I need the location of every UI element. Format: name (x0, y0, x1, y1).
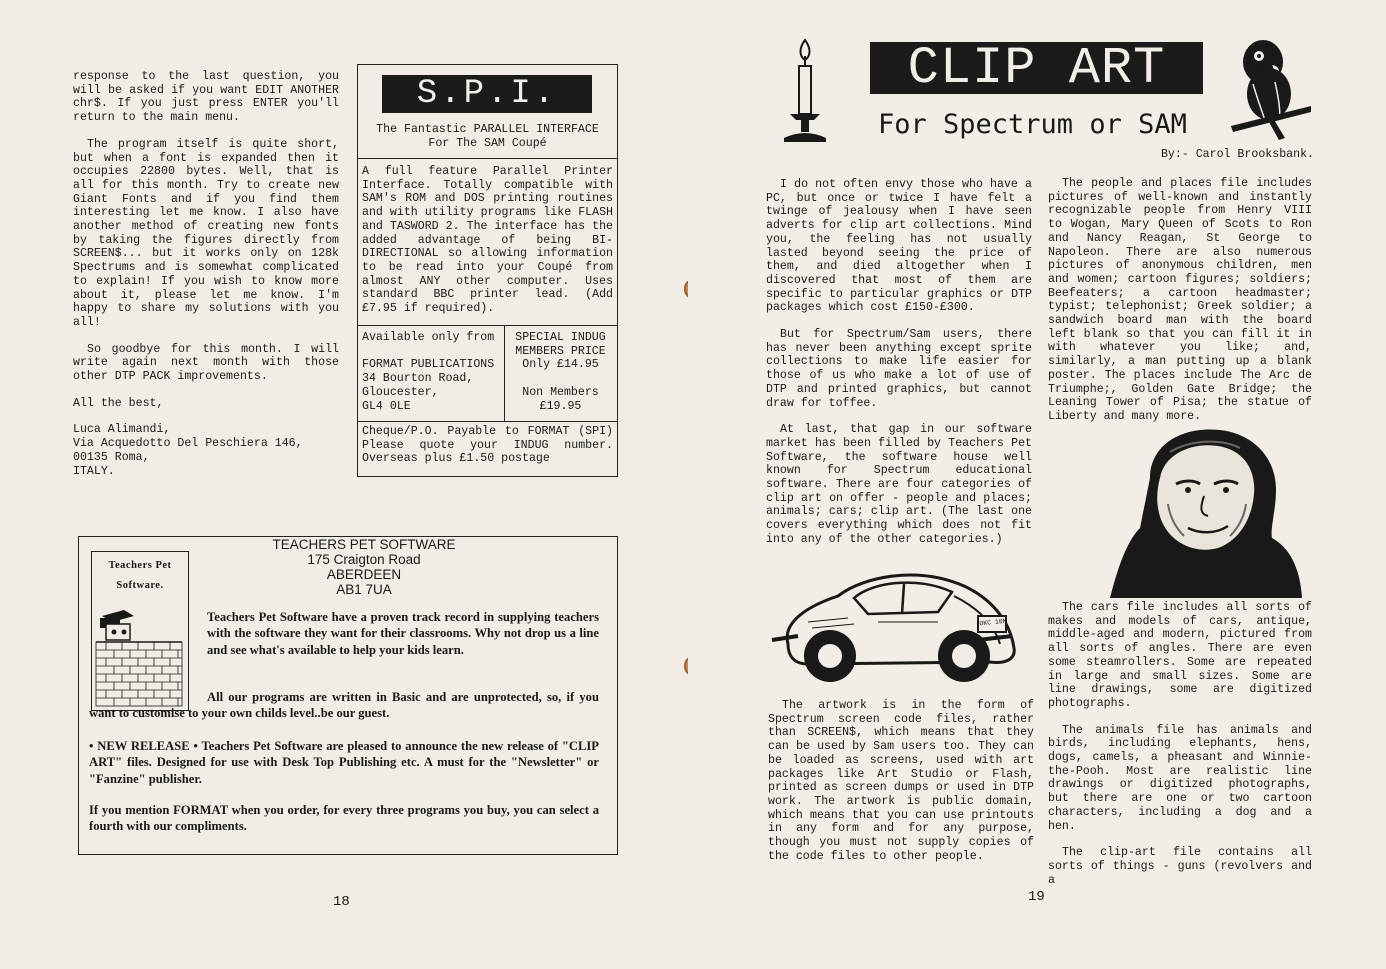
text-line: GL4 0LE (362, 399, 411, 413)
spi-prices (508, 331, 613, 413)
spi-payment: Cheque/P.O. Payable to FORMAT (SPI) Please quote your INDUG number. Overseas plus £1.50 postage (362, 425, 613, 466)
text-line: Gloucester, (362, 385, 439, 399)
divider (358, 158, 617, 159)
page-number: 19 (1028, 889, 1045, 905)
signature-line: ITALY. (73, 464, 115, 478)
signature (73, 423, 339, 478)
logo-line: Software. (116, 580, 164, 591)
divider (504, 325, 505, 421)
paragraph: response to the last question, you will be asked if you want EDIT ANOTHER chr$. If you just press ENTER you'll return to the main menu. (73, 70, 339, 125)
candle-illustration (780, 38, 830, 144)
logo-line: Teachers Pet (108, 560, 172, 571)
teachers-pet-logo (91, 551, 189, 711)
parrot-illustration (1223, 34, 1315, 144)
address-line: AB1 7UA (336, 582, 392, 597)
paragraph: The animals file has animals and birds, including elephants, hens, dogs, camels, a pheasant and Winnie-the-Pooh. Most are realistic line drawings or digitized photographs, but there are one or two cartoon characters, including a dog and a hen. (1048, 723, 1312, 833)
text-line: 34 Bourton Road, (362, 372, 474, 386)
text-line: SPECIAL INDUG (515, 331, 606, 344)
paragraph: At last, that gap in our software market has been filled by Teachers Pet Software, the software house well known for Spectrum educational software. There are four categories of clip art on offer - people and places; animals; cars; clip art. (The last one covers everything which does not fit into any of the other categories.) (766, 423, 1032, 546)
subtitle-line: For The SAM Coupé (428, 136, 547, 150)
divider (358, 421, 617, 422)
article-column-1 (766, 178, 1032, 560)
text-line: FORMAT PUBLICATIONS (362, 358, 495, 372)
paragraph: The program itself is quite short, but when a font is expanded then it occupies 22800 bytes. Well, that is all for this month. Try to create new Giant Fonts and if you find them interesting let me know. I also have another method of creating new fonts by taking the figures directly from SCREEN$... but it works only on 128k Spectrums and is somewhat complicated to explain! If you wish to know more about it, please let me know. I'm happy to share my solutions with you all! (73, 137, 339, 329)
company-name: TEACHERS PET SOFTWARE (272, 537, 456, 552)
article-column-2 (1048, 177, 1312, 437)
teachers-para-4: If you mention FORMAT when you order, for every three programs you buy, you can select a fourth with our compliments. (89, 803, 599, 834)
spi-subtitle (358, 123, 617, 150)
text-line: £19.95 (539, 399, 582, 413)
divider (358, 325, 617, 326)
paragraph: I do not often envy those who have a PC, but once or twice I have felt a twinge of jealousy when I have seen adverts for clip art collections. Mind you, the feeling has not usually lasted beyond seeing the price of them, and died altogether when I discovered that most of them are specific to particular graphics or DTP packages which cost £150-£300. (766, 178, 1032, 315)
paragraph: All the best, (73, 396, 164, 410)
spi-availability (362, 331, 502, 413)
teachers-para-1: Teachers Pet Software have a proven track record in supplying teachers with the software they want for their classrooms. Why not drop us a line and see what's available to help your kids learn. (207, 610, 599, 657)
company-address (239, 537, 489, 597)
text-line: MEMBERS PRICE (515, 344, 606, 358)
paragraph: So goodbye for this month. I will write again next month with those other DTP PACK improvements. (73, 342, 339, 384)
signature-line: Luca Alimandi, (73, 423, 171, 437)
text-line: Only £14.95 (522, 358, 599, 372)
address-line: 175 Craigton Road (307, 552, 421, 567)
article-subtitle: For Spectrum or SAM (878, 109, 1187, 140)
teachers-para-2: All our programs are written in Basic and are unprotected, so, if you want to customise to your own childs level..be our guest. (89, 690, 599, 721)
paragraph: But for Spectrum/Sam users, there has never been anything except sprite collections to make life easier for those of us who make a lot of use of DTP and printed graphics, but cannot draw for toffee. (766, 328, 1032, 410)
churchill-portrait (1100, 418, 1304, 600)
text-line (362, 345, 502, 359)
subtitle-line: The Fantastic PARALLEL INTERFACE (376, 123, 599, 136)
paragraph: The clip-art file contains all sorts of things - guns (revolvers and a (1048, 846, 1312, 887)
page-number: 18 (333, 894, 350, 910)
spi-advert (357, 64, 618, 477)
text-line: Non Members (522, 385, 599, 399)
spi-body: A full feature Parallel Printer Interface. Totally compatible with SAM's ROM and DOS printing routines and with utility programs like FLASH and TASWORD 2. The interface has the added advantage of being BI-DIRECTIONAL so allowing information to be read into your Coupé from almost ANY other computer. Uses standard BBC printer lead. (Add £7.95 if required). (362, 165, 613, 316)
text-line: Available only from (362, 331, 495, 344)
right-page (688, 0, 1386, 969)
teachers-pet-advert (78, 536, 618, 855)
article-column-2-bottom (1048, 601, 1312, 900)
logo-text (92, 556, 188, 596)
left-page (0, 0, 688, 969)
signature-line: 00135 Roma, (73, 450, 150, 464)
address-line: ABERDEEN (326, 567, 402, 582)
byline: By:- Carol Brooksbank. (1160, 148, 1314, 161)
spi-title: S.P.I. (382, 75, 592, 113)
paragraph: The cars file includes all sorts of makes and models of cars, antique, middle-aged and modern, pictured from all sorts of angles. There are even some steamrollers. Some are repeated in large and small sizes. Some are line drawings, some are digitized photographs. (1048, 601, 1312, 710)
text-line (508, 372, 613, 386)
article-column-1-bottom (768, 699, 1034, 876)
article-title: CLIP ART (870, 42, 1203, 94)
paragraph: The artwork is in the form of Spectrum screen code files, rather than SCREEN$, which means that they can be used by Sam users too. They can be loaded as screens, used with art packages like Art Studio or Flash, printed as screen dumps or used in DTP work. The artwork is public domain, which means that you can use printouts in any form and for any purpose, though you must not supply copies of the code files to other people. (768, 699, 1034, 863)
teachers-para-3: • NEW RELEASE • Teachers Pet Software are pleased to announce the new release of "CLIP ART" files. Designed for use with Desk Top Publishing etc. A must for the "Newsletter" or "Fanzine" publisher. (89, 739, 599, 786)
left-text-column (73, 70, 339, 478)
car-number-plate: OKC 10M (979, 617, 1007, 628)
paragraph: The people and places file includes pictures of well-known and instantly recognizable people from Henry VIII to Wogan, Mary Queen of Scots to Ron and Nancy Reagan, St George to Napoleon. There are also numerous pictures of anonymous children, men and women; cartoon figures; soldiers; Beefeaters; a cartoon headmaster; typist; telephonist; Greek soldier; a sandwich board man with the board left blank so that you can fill it in with whatever you like; and, similarly, a man putting up a blank poster. The places include The Arc de Triumphe;, Golden Gate Bridge; the Leaning Tower of Pisa; the statue of Liberty and many more. (1048, 177, 1312, 423)
signature-line: Via Acquedotto Del Peschiera 146, (73, 437, 303, 451)
